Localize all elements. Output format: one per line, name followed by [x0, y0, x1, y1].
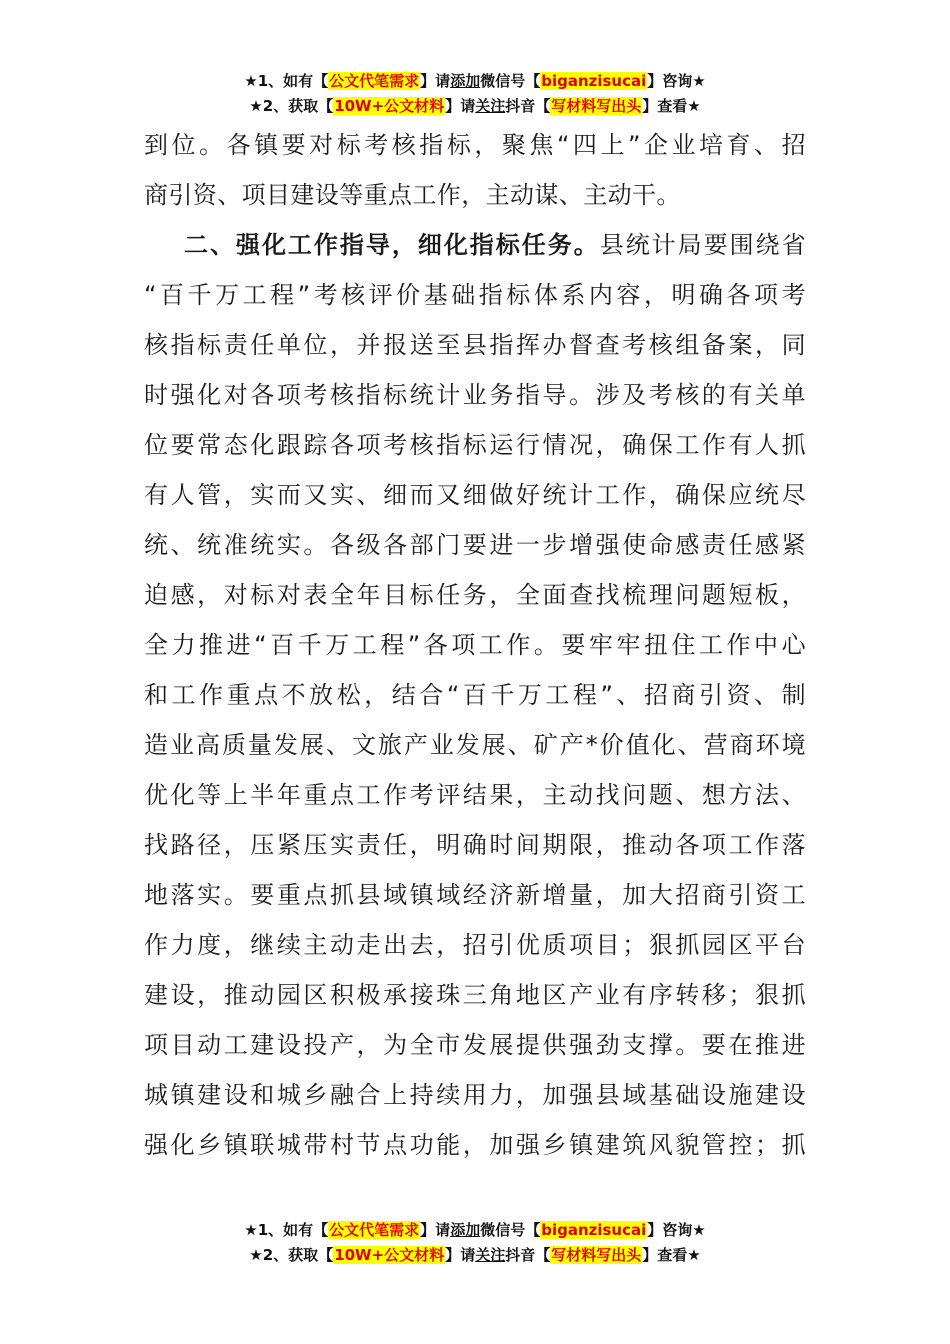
body-line: 强化乡镇联城带村节点功能，加强乡镇建筑风貌管控；抓 — [144, 1131, 806, 1159]
highlight-wechat-id: biganzisucai — [541, 1221, 647, 1239]
body-line: “百千万工程”考核评价基础指标体系内容，明确各项考 — [144, 281, 806, 309]
header-text: 】请 — [420, 72, 451, 90]
header-line-2 — [0, 94, 950, 119]
header-text: ★1、如有【 — [244, 72, 329, 90]
highlight-materials: 10W+公文材料 — [334, 97, 445, 115]
highlight-wechat-id: biganzisucai — [541, 72, 647, 90]
body-line: 优化等上半年重点工作考评结果，主动找问题、想方法、 — [144, 781, 806, 809]
body-line: 建设，推动园区积极承接珠三角地区产业有序转移；狠抓 — [144, 981, 806, 1009]
highlight-materials: 10W+公文材料 — [334, 1246, 445, 1264]
header-line-1 — [0, 69, 950, 94]
footer-text: 】请 — [445, 1246, 476, 1264]
section-heading: 二、强化工作指导，细化指标任务。 — [184, 231, 600, 259]
body-line: 全力推进“百千万工程”各项工作。要牢牢扭住工作中心 — [144, 631, 806, 659]
underlined-action: 添加 — [450, 72, 481, 90]
body-line: 造业高质量发展、文旅产业发展、矿产*价值化、营商环境 — [144, 731, 806, 759]
underlined-action: 添加 — [450, 1221, 481, 1239]
body-line: 项目动工建设投产，为全市发展提供强劲支撑。要在推进 — [144, 1031, 806, 1059]
footer-text: ★2、获取【 — [249, 1246, 334, 1264]
footer-text: 微信号【 — [480, 1221, 541, 1239]
section-heading-line — [144, 220, 806, 270]
body-line: 到位。各镇要对标考核指标，聚焦“四上”企业培育、招 — [144, 131, 806, 159]
underlined-action: 关注 — [475, 1246, 506, 1264]
header-text: 抖音【 — [505, 97, 551, 115]
body-line: 和工作重点不放松，结合“百千万工程”、招商引资、制 — [144, 681, 806, 709]
body-line: 统、统准统实。各级各部门要进一步增强使命感责任感紧 — [144, 531, 806, 559]
header-text: 微信号【 — [480, 72, 541, 90]
footer-banner — [0, 1218, 950, 1268]
document-body — [144, 120, 806, 1170]
footer-text: 抖音【 — [505, 1246, 551, 1264]
body-line: 商引资、项目建设等重点工作，主动谋、主动干。 — [144, 181, 681, 209]
body-line: 核指标责任单位，并报送至县指挥办督查考核组备案，同 — [144, 331, 806, 359]
header-text: 】请 — [445, 97, 476, 115]
body-line: 找路径，压紧压实责任，明确时间期限，推动各项工作落 — [144, 831, 806, 859]
header-text: ★2、获取【 — [249, 97, 334, 115]
footer-text: 】请 — [420, 1221, 451, 1239]
body-line: 迫感，对标对表全年目标任务，全面查找梳理问题短板， — [144, 581, 806, 609]
body-line: 位要常态化跟踪各项考核指标运行情况，确保工作有人抓 — [144, 431, 806, 459]
body-line: 时强化对各项考核指标统计业务指导。涉及考核的有关单 — [144, 381, 806, 409]
highlight-service: 公文代笔需求 — [329, 1221, 420, 1239]
footer-line-2 — [0, 1243, 950, 1268]
footer-text: ★1、如有【 — [244, 1221, 329, 1239]
footer-line-1 — [0, 1218, 950, 1243]
header-text: 】查看★ — [642, 97, 701, 115]
footer-text: 】查看★ — [642, 1246, 701, 1264]
body-text-run: 县统计局要围绕省 — [599, 231, 806, 259]
body-line: 地落实。要重点抓县域镇域经济新增量，加大招商引资工 — [144, 881, 806, 909]
highlight-service: 公文代笔需求 — [329, 72, 420, 90]
underlined-action: 关注 — [475, 97, 506, 115]
body-line: 城镇建设和城乡融合上持续用力，加强县域基础设施建设 — [144, 1081, 806, 1109]
footer-text: 】咨询★ — [647, 1221, 706, 1239]
header-text: 】咨询★ — [647, 72, 706, 90]
highlight-douyin-account: 写材料写出头 — [551, 1246, 642, 1264]
body-line: 有人管，实而又实、细而又细做好统计工作，确保应统尽 — [144, 481, 806, 509]
highlight-douyin-account: 写材料写出头 — [551, 97, 642, 115]
body-line: 作力度，继续主动走出去，招引优质项目；狠抓园区平台 — [144, 931, 806, 959]
header-banner — [0, 69, 950, 119]
